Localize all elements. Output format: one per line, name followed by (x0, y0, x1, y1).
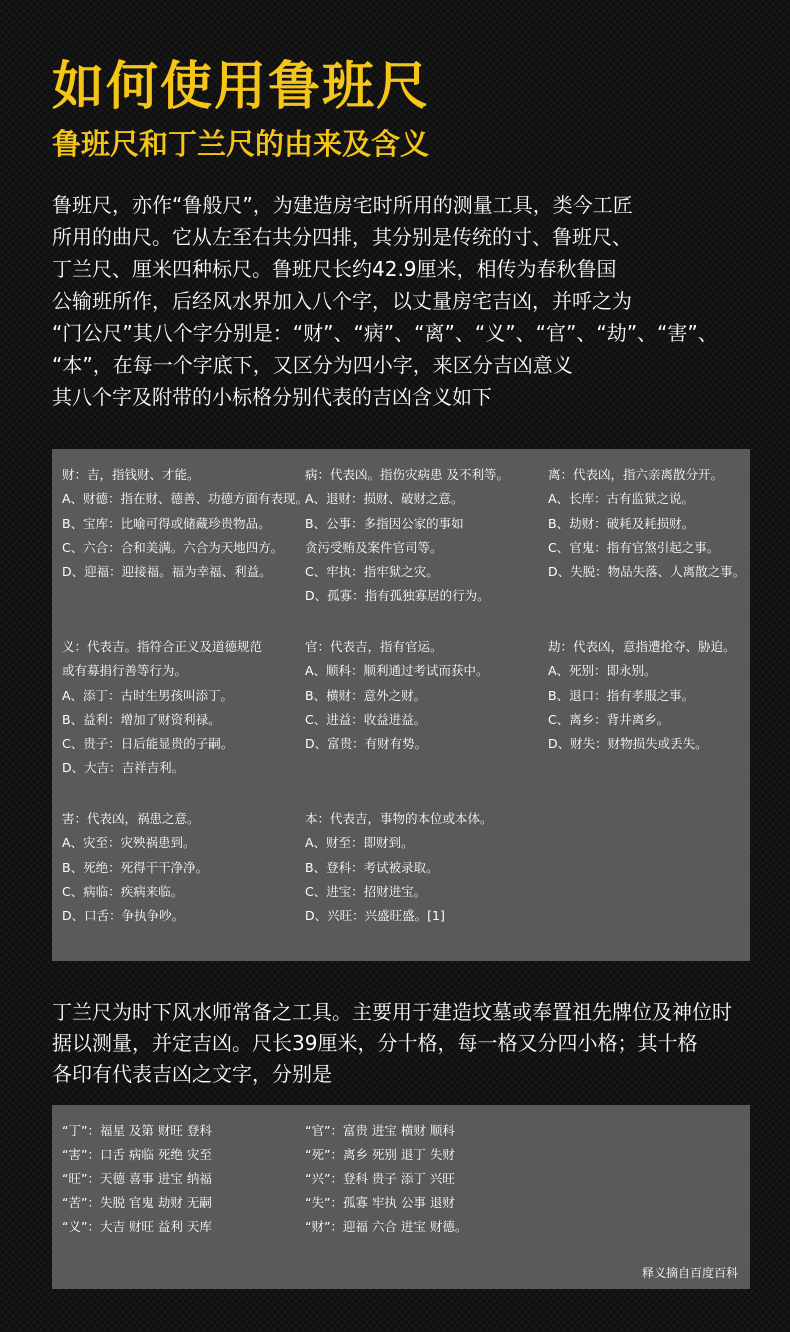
block-bing (305, 463, 548, 635)
intro-line: 丁兰尺、厘米四种标尺。鲁班尺长约42.9厘米，相传为春秋鲁国 (52, 257, 617, 281)
block-cai (62, 463, 309, 635)
block-line: 或有募捐行善等行为。 (62, 663, 188, 679)
dinglan-meaning-panel (52, 1105, 750, 1289)
block-line: A、灾至：灾殃祸患到。 (62, 835, 196, 851)
block-line: 本：代表吉，事物的本位或本体。 (305, 811, 493, 826)
block-jie (548, 635, 748, 807)
block-hai (62, 807, 305, 928)
intro-line: 公输班所作，后经风水界加入八个字，以丈量房宅吉凶，并呼之为 (52, 289, 632, 313)
block-line: C、六合：合和美满。六合为天地四方。 (62, 539, 284, 555)
block-line: C、牢执：指牢狱之灾。 (305, 564, 439, 580)
block-ben (305, 807, 548, 928)
block-line: 官：代表吉，指有官运。 (305, 639, 443, 654)
dinglan-entry: “丁”：福星 及第 财旺 登科 (62, 1123, 212, 1138)
block-line: 害：代表凶，祸患之意。 (62, 811, 200, 826)
intro-line: 其八个字及附带的小标格分别代表的吉凶含义如下 (52, 385, 492, 409)
block-line: A、财至：即财到。 (305, 835, 414, 851)
luban-row (62, 807, 740, 928)
dinglan-entry: “苦”：失脱 官鬼 劫财 无嗣 (62, 1195, 212, 1210)
block-line: A、财德：指在财、德善、功德方面有表现。 (62, 491, 309, 507)
block-line: A、退财：损财、破财之意。 (305, 491, 464, 507)
block-line: B、横财：意外之财。 (305, 687, 427, 703)
luban-row (62, 463, 746, 635)
dinglan-line: 丁兰尺为时下风水师常备之工具。主要用于建造坟墓或奉置祖先牌位及神位时 (52, 1000, 732, 1024)
block-line: D、口舌：争执争吵。 (62, 908, 185, 924)
source-note: 释义摘自百度百科 (641, 1266, 738, 1280)
intro-line: 鲁班尺，亦作“鲁般尺”，为建造房宅时所用的测量工具，类今工匠 (52, 193, 633, 217)
dinglan-entry: “旺”：天德 喜事 进宝 纳福 (62, 1171, 212, 1186)
block-line: C、贵子：日后能显贵的子嗣。 (62, 736, 234, 752)
block-line: C、官鬼：指有官煞引起之事。 (548, 539, 720, 555)
block-line: A、添丁：古时生男孩叫添丁。 (62, 687, 234, 703)
dinglan-line: 各印有代表吉凶之文字，分别是 (52, 1062, 332, 1086)
block-line: D、富贵：有财有势。 (305, 736, 428, 752)
block-guan (305, 635, 548, 807)
block-line: D、大吉：吉祥吉利。 (62, 760, 185, 776)
block-line: B、益利：增加了财资利禄。 (62, 711, 221, 727)
block-line: A、顺科：顺利通过考试而获中。 (305, 663, 489, 679)
dinglan-entry: “官”：富贵 进宝 横财 顺科 (305, 1123, 455, 1138)
dinglan-entry: “害”：口舌 病临 死绝 灾至 (62, 1147, 212, 1162)
block-line: C、病临：疾病来临。 (62, 883, 184, 899)
block-line: 病：代表凶。指伤灾病患 及不利等。 (305, 467, 509, 482)
block-line: D、孤寡：指有孤独寡居的行为。 (305, 588, 490, 604)
block-line: B、劫财：破耗及耗损财。 (548, 515, 695, 531)
intro-line: “门公尺”其八个字分别是：“财”、“病”、“离”、“义”、“官”、“劫”、“害”、 (52, 321, 718, 345)
dinglan-entry: “兴”：登科 贵子 添丁 兴旺 (305, 1171, 455, 1186)
intro-line: “本”，在每一个字底下，又区分为四小字，来区分吉凶意义 (52, 353, 573, 377)
block-line: A、死别：即永别。 (548, 663, 657, 679)
block-line: C、进宝：招财进宝。 (305, 883, 427, 899)
block-line: 离：代表凶，指六亲离散分开。 (548, 467, 724, 482)
block-line: A、长库：古有监狱之说。 (548, 491, 695, 507)
block-line: D、财失：财物损失或丢失。 (548, 736, 708, 752)
dinglan-entry: “义”：大吉 财旺 益利 天库 (62, 1219, 212, 1234)
luban-row (62, 635, 740, 807)
page-title: 如何使用鲁班尺 (52, 57, 431, 117)
block-line: C、离乡：背井离乡。 (548, 711, 670, 727)
intro-line: 所用的曲尺。它从左至右共分四排，其分别是传统的寸、鲁班尺、 (52, 225, 632, 249)
block-line: B、公事：多指因公家的事如 (305, 515, 464, 531)
block-line: B、死绝：死得干干净净。 (62, 859, 209, 875)
luban-meaning-panel (52, 449, 750, 961)
block-line: 劫：代表凶，意指遭抢夺、胁迫。 (548, 639, 736, 654)
block-line: D、兴旺：兴盛旺盛。[1] (305, 908, 445, 924)
dinglan-entry: “财”：迎福 六合 进宝 财德。 (305, 1219, 468, 1234)
dinglan-entry: “死”：离乡 死别 退丁 失财 (305, 1147, 455, 1162)
block-line: B、登科：考试被录取。 (305, 859, 439, 875)
dinglan-grid (62, 1119, 740, 1239)
block-line: B、退口：指有孝服之事。 (548, 687, 695, 703)
block-line: C、进益：收益进益。 (305, 711, 427, 727)
block-line: D、失脱：物品失落、人离散之事。 (548, 564, 746, 580)
block-line: 义：代表吉。指符合正义及道德规范 (62, 639, 263, 654)
dinglan-line: 据以测量，并定吉凶。尺长39厘米，分十格，每一格又分四小格；其十格 (52, 1031, 698, 1055)
dinglan-entry: “失”：孤寡 牢执 公事 退财 (305, 1195, 455, 1210)
block-line: 贪污受贿及案件官司等。 (305, 539, 443, 555)
dinglan-left-column (62, 1119, 305, 1239)
block-line: D、迎福：迎接福。福为幸福、利益。 (62, 564, 272, 580)
dinglan-paragraph (52, 997, 752, 1090)
block-line: B、宝库：比喻可得或储藏珍贵物品。 (62, 515, 271, 531)
block-yi (62, 635, 305, 807)
page-subtitle: 鲁班尺和丁兰尺的由来及含义 (52, 127, 430, 161)
block-line: 财：吉，指钱财、才能。 (62, 467, 200, 482)
intro-paragraph (52, 189, 752, 413)
block-li (548, 463, 748, 635)
dinglan-right-column (305, 1119, 548, 1239)
